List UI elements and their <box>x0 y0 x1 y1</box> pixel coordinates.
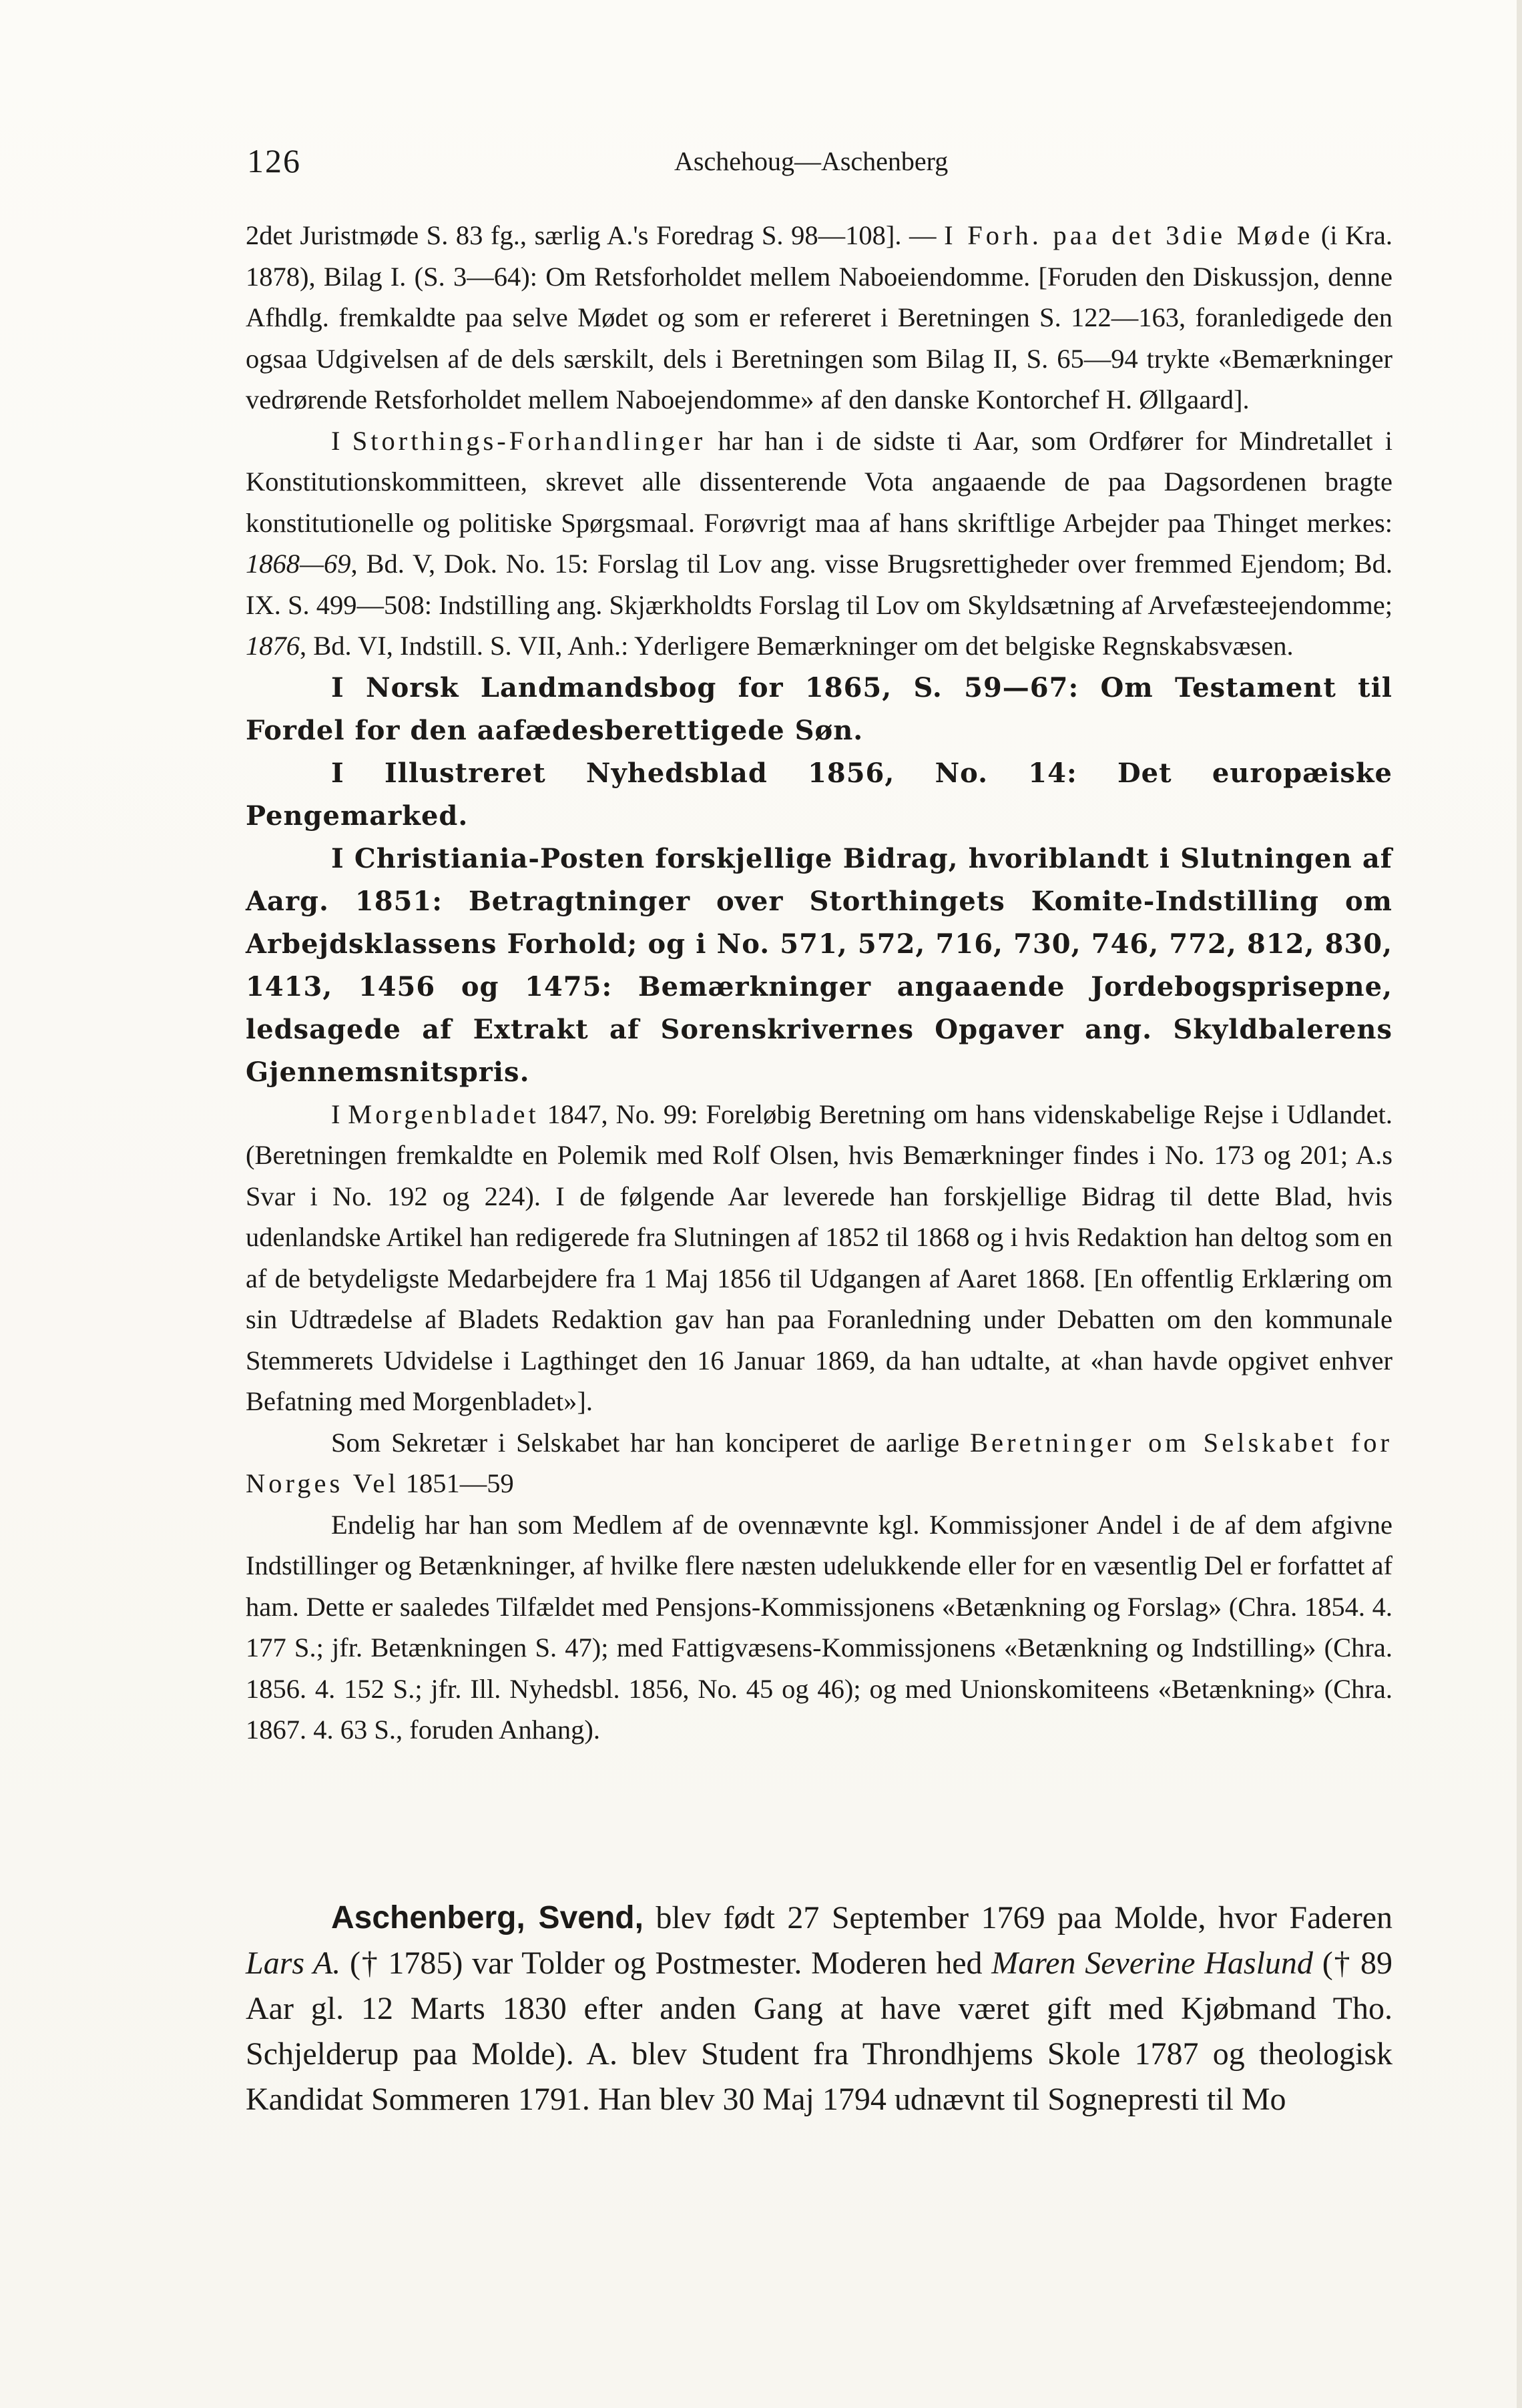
paragraph-landmandsbog: I Norsk Landmandsbog for 1865, S. 59—67: Om Testament til Fordel for den aafædesberettigede Søn. <box>246 671 1392 746</box>
page-number: 126 <box>247 142 301 180</box>
paragraph-morgenbladet: I Morgenbladet 1847, No. 99: Foreløbig Beretning om hans videnskabelige Rejse i Udlandet. (Beretningen fremkaldte en Polemik med Rolf Olsen, hvis Bemærkninger findes i No. 173 og 201; A.s Svar i No. 192 og 224). I de følgende Aar leverede han forskjellige Bidrag til dette Blad, hvis udenlandske Artikel han redigerede fra Slutningen af 1852 til 1868 og i hvis Redaktion han deltog som en af de betydeligste Medarbejdere fra 1 Maj 1856 til Udgangen af Aaret 1868. [En offentlig Erklæring om sin Udtrædelse af Bladets Redaktion gav han paa Foranledning under Debatten om den kommunale Stemmerets Udvidelse i Lagthinget den 16 Januar 1869, da han udtalte, at «han havde opgivet enhver Befatning med Morgenbladet»]. <box>246 1099 1392 1416</box>
paragraph-nyhedsblad: I Illustreret Nyhedsblad 1856, No. 14: Det europæiske Pengemarked. <box>246 757 1392 832</box>
main-text <box>246 215 1392 1751</box>
paragraph-selskabet: Som Sekretær i Selskabet har han konciperet de aarlige Beretninger om Selskabet for Norges Vel 1851—59 <box>246 1427 1392 1498</box>
running-title: Aschehoug—Aschenberg <box>674 146 949 176</box>
paragraph-forhandlinger: 2det Juristmøde S. 83 fg., særlig A.'s Foredrag S. 98—108]. — I Forh. paa det 3die Møde (i Kra. 1878), Bilag I. (S. 3—64): Om Retsforholdet mellem Naboeiendomme. [Foruden den Diskussjon, denne Afhdlg. fremkaldte paa selve Mødet og som er refereret i Beretningen S. 122—163, foranledigede den ogsaa Udgivelsen af de dels særskilt, dels i Beretningen som Bilag II, S. 65—94 trykte «Bemærkninger vedrørende Retsforholdet mellem Naboejendomme» af den danske Kontorchef H. Øllgaard]. <box>246 220 1392 414</box>
entry-name: Aschenberg, Svend, <box>331 1900 644 1935</box>
bio-paragraph: Aschenberg, Svend, blev født 27 September 1769 paa Molde, hvor Faderen Lars A. († 1785) var Tolder og Postmester. Moderen hed Maren Severine Haslund († 89 Aar gl. 12 Marts 1830 efter anden Gang at have været gift med Kjøbmand Tho. Schjelderup paa Molde). A. blev Student fra Throndhjems Skole 1787 og theologisk Kandidat Sommeren 1791. Han blev 30 Maj 1794 udnævnt til Sognepresti til Mo <box>246 1900 1393 2117</box>
paragraph-storthings: I Storthings-Forhandlinger har han i de sidste ti Aar, som Ordfører for Mindretallet i Konstitutionskommitteen, skrevet alle dissenterende Vota angaaende de paa Dagsordenen bragte konstitutionelle og politiske Spørgsmaal. Forøvrigt maa af hans skriftlige Arbejder paa Thinget merkes: 1868—69, Bd. V, Dok. No. 15: Forslag til Lov ang. visse Brugsrettigheder over fremmed Ejendom; Bd. IX. S. 499—508: Indstilling ang. Skjærkholdts Forslag til Lov om Skyldsætning af Arvefæsteejendomme; 1876, Bd. VI, Indstill. S. VII, Anh.: Yderligere Bemærkninger om det belgiske Regnskabsvæsen. <box>246 425 1392 661</box>
page-edge <box>1517 0 1522 2408</box>
paragraph-kommissjoner: Endelig har han som Medlem af de ovennævnte kgl. Kommissjoner Andel i de af dem afgivne Indstillinger og Betænkninger, af hvilke flere næsten udelukkende eller for en væsentlig Del er forfattet af ham. Dette er saaledes Tilfældet med Pensjons-Kommissjonens «Betænkning og Forslag» (Chra. 1854. 4. 177 S.; jfr. Betænkningen S. 47); med Fattigvæsens-Kommissjonens «Betænkning og Indstilling» (Chra. 1856. 4. 152 S.; jfr. Ill. Nyhedsbl. 1856, No. 45 og 46); og med Unionskomiteens «Betænkning» (Chra. 1867. 4. 63 S., foruden Anhang). <box>246 1509 1392 1745</box>
biography-entry <box>246 1895 1392 2122</box>
paragraph-christiania-posten: I Christiania-Posten forskjellige Bidrag, hvoriblandt i Slutningen af Aarg. 1851: Betragtninger over Storthingets Komite-Indstilling om Arbejdsklassens Forhold; og i No. 571, 572, 716, 730, 746, 772, 812, 830, 1413, 1456 og 1475: Bemærkninger angaaende Jordebogsprisерne, ledsagede af Extrakt af Sorenskrivernes Opgaver ang. Skyldbalerens Gjennemsnitspris. <box>246 842 1392 1088</box>
page-header <box>247 141 1395 182</box>
